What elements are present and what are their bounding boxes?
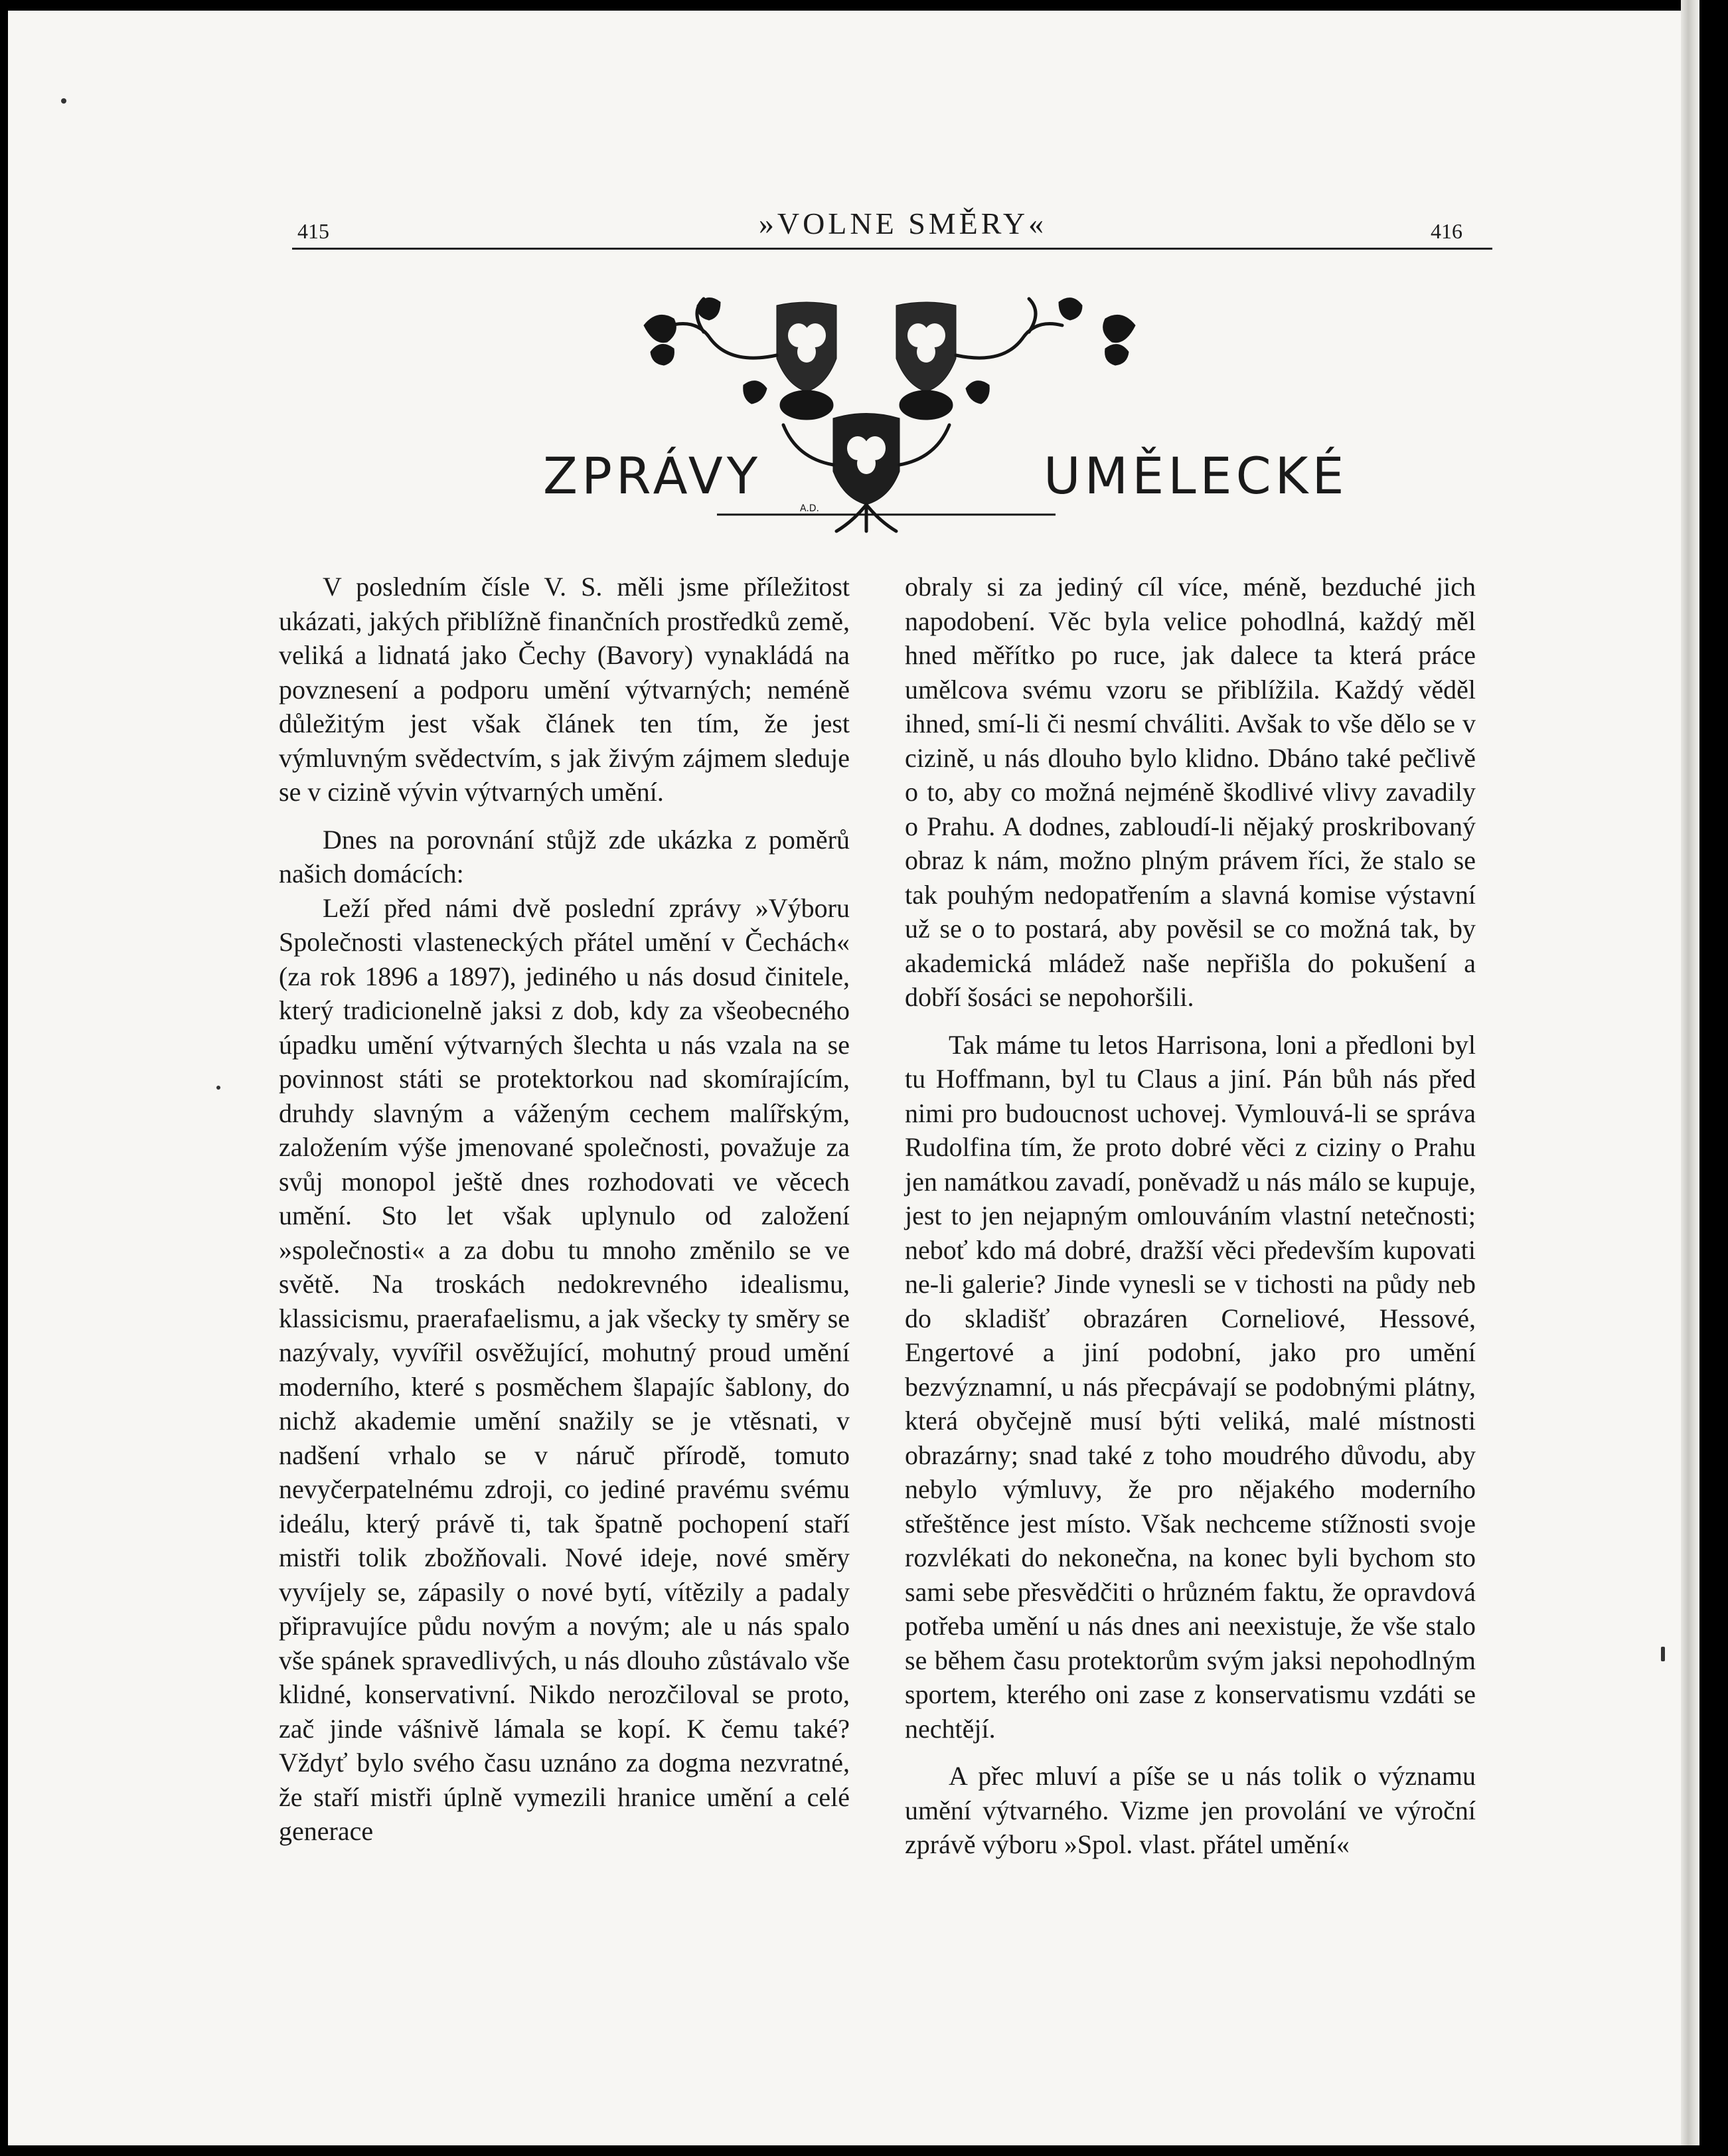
page-number-right: 416 [1431, 219, 1462, 243]
monogram: A.D. [800, 503, 820, 514]
text-column-right [905, 570, 1476, 1862]
journal-title: »VOLNE SMĚRY« [758, 207, 1048, 240]
paragraph: Leží před námi dvě poslední zprávy »Výboru Společnosti vlasteneckých přátel umění v Čechách« (za rok 1896 a 1897), jediného u nás dosud činitele, který tradicionelně jaksi z dob, kdy za všeobecného úpadku umění výtvarných šlechta u nás vzala na se povinnost státi se protektorkou nad skomírajícím, druhdy slavným a váženým cechem malířským, založením výše jmenované společnosti, považuje za svůj monopol ještě dnes rozhodovati ve věcech umění. Sto let však uplynulo od založení »společnosti« a za dobu tu mnoho změnilo se ve světě. Na troskách nedokrevného idealismu, klassicismu, praerafaelismu, a jak všecky ty směry se nazývaly, vyvířil osvěžující, mohutný proud umění moderního, které s posměchem šlapajíc šablony, do nichž akademie umění snažily se je vtěsnati, v nadšení vrhalo se v náruč přírodě, tomuto nevyčerpatelnému zdroji, co jediné pravému svému ideálu, který právě ti, tak špatně pochopení staří mistři tolik zbožňovali. Nové ideje, nové směry vyvíjely se, zápasily o nové bytí, vítězily a padaly připravujíce půdu novým a novým; ale u nás spalo vše spánek spravedlivých, u nás dlouho zůstávalo vše klidné, konservativní. Nikdo nerozčiloval se proto, zač jinde vášnivě lámala se kopí. K čemu také? Vždyť bylo svého času uznáno za dogma nezvratné, že staří mistři úplně vymezili hranice umění a celé generace [279, 892, 850, 1846]
running-header [0, 206, 1728, 246]
paragraph: Tak máme tu letos Harrisona, loni a předloni byl tu Hoffmann, byl tu Claus a jiní. Pán bůh nás před nimi pro budoucnost uchovej. Vymlouvá-li se správa Rudolfina tím, že proto dobré věci z ciziny o Prahu jen namátkou zavadí, poněvadž u nás málo se kupuje, jest to jen nejapným omlouváním vlastní netečnosti; neboť kdo má dobré, dražší věci především kupovati ne-li galerie? Jinde vynesli se v tichosti na půdy neb do skladišť obrazáren Corneliové, Hessové, Engertové a jiní podobní, jako pro umění bezvýznamní, u nás přecpávají se podobnými plátny, která obyčejně musí býti veliká, malé místnosti obrazárny; snad také z toho moudrého důvodu, aby nebylo výmluvy, že pro nějakého moderního střeštěnce jest místo. Však nechceme stížnosti svoje rozvlékati do nekonečna, na konec byli bychom sto sami sebe přesvědčiti o hrůzném faktu, že opravdová potřeba umění u nás dnes ani neexistuje, že vše stalo se během času protektorům svým jaksi nepohodlným sportem, kterého oni zase z konservatismu vzdáti se nechtějí. [905, 1029, 1476, 1744]
page-number-left: 415 [297, 219, 329, 243]
paragraph: Dnes na porovnání stůjž zde ukázka z poměrů našich domácích: [279, 824, 850, 888]
dust-speck [1661, 1647, 1665, 1661]
dust-speck [216, 1086, 220, 1090]
paragraph: V posledním čísle V. S. měli jsme příležitost ukázati, jakých přiblížně finančních prostředků země, veliká a lidnatá jako Čechy (Bavory) vynakládá na povznesení a podporu umění výtvarných; neméně důležitým jest však článek ten tím, že jest výmluvným svědectvím, s jak živým zájmem sleduje se v cizině vývin výtvarných umění. [279, 572, 850, 807]
heading-right-word: UMĚLECKÉ [1044, 446, 1348, 505]
page-edge [1681, 0, 1699, 2145]
dust-speck [61, 98, 66, 104]
text-column-left [279, 570, 850, 1849]
header-rule [292, 248, 1492, 250]
paragraph: obraly si za jediný cíl více, méně, bezduché jich napodobení. Věc byla velice pohodlná, každý měl hned měřítko po ruce, jak dalece ta která práce umělcova svému vzoru se přiblížila. Každý věděl ihned, smí-li či nesmí chváliti. Avšak to vše dělo se v cizině, u nás dlouho bylo klidno. Dbáno také pečlivě o to, aby co možná nejméně škodlivé vlivy zavadily o Prahu. A dodnes, zabloudí-li nějaký proskribovaný obraz k nám, možno plným právem říci, že stalo se tak pouhým nedopatřením a slavná komise výstavní už se o to postará, aby pověsil se co možná tak, by akademická mládež naše nepřišla do pokušení a dobří šosáci se nepohoršili. [905, 572, 1476, 1012]
paragraph: A přec mluví a píše se u nás tolik o významu umění výtvarného. Vizme jen provolání ve výroční zprávě výboru »Spol. vlast. přátel umění« [905, 1761, 1476, 1859]
blossom-left [780, 390, 833, 420]
heading-left-word: ZPRÁVY [543, 446, 762, 505]
blossom-right [900, 390, 953, 420]
violet-ornament [597, 292, 1182, 544]
